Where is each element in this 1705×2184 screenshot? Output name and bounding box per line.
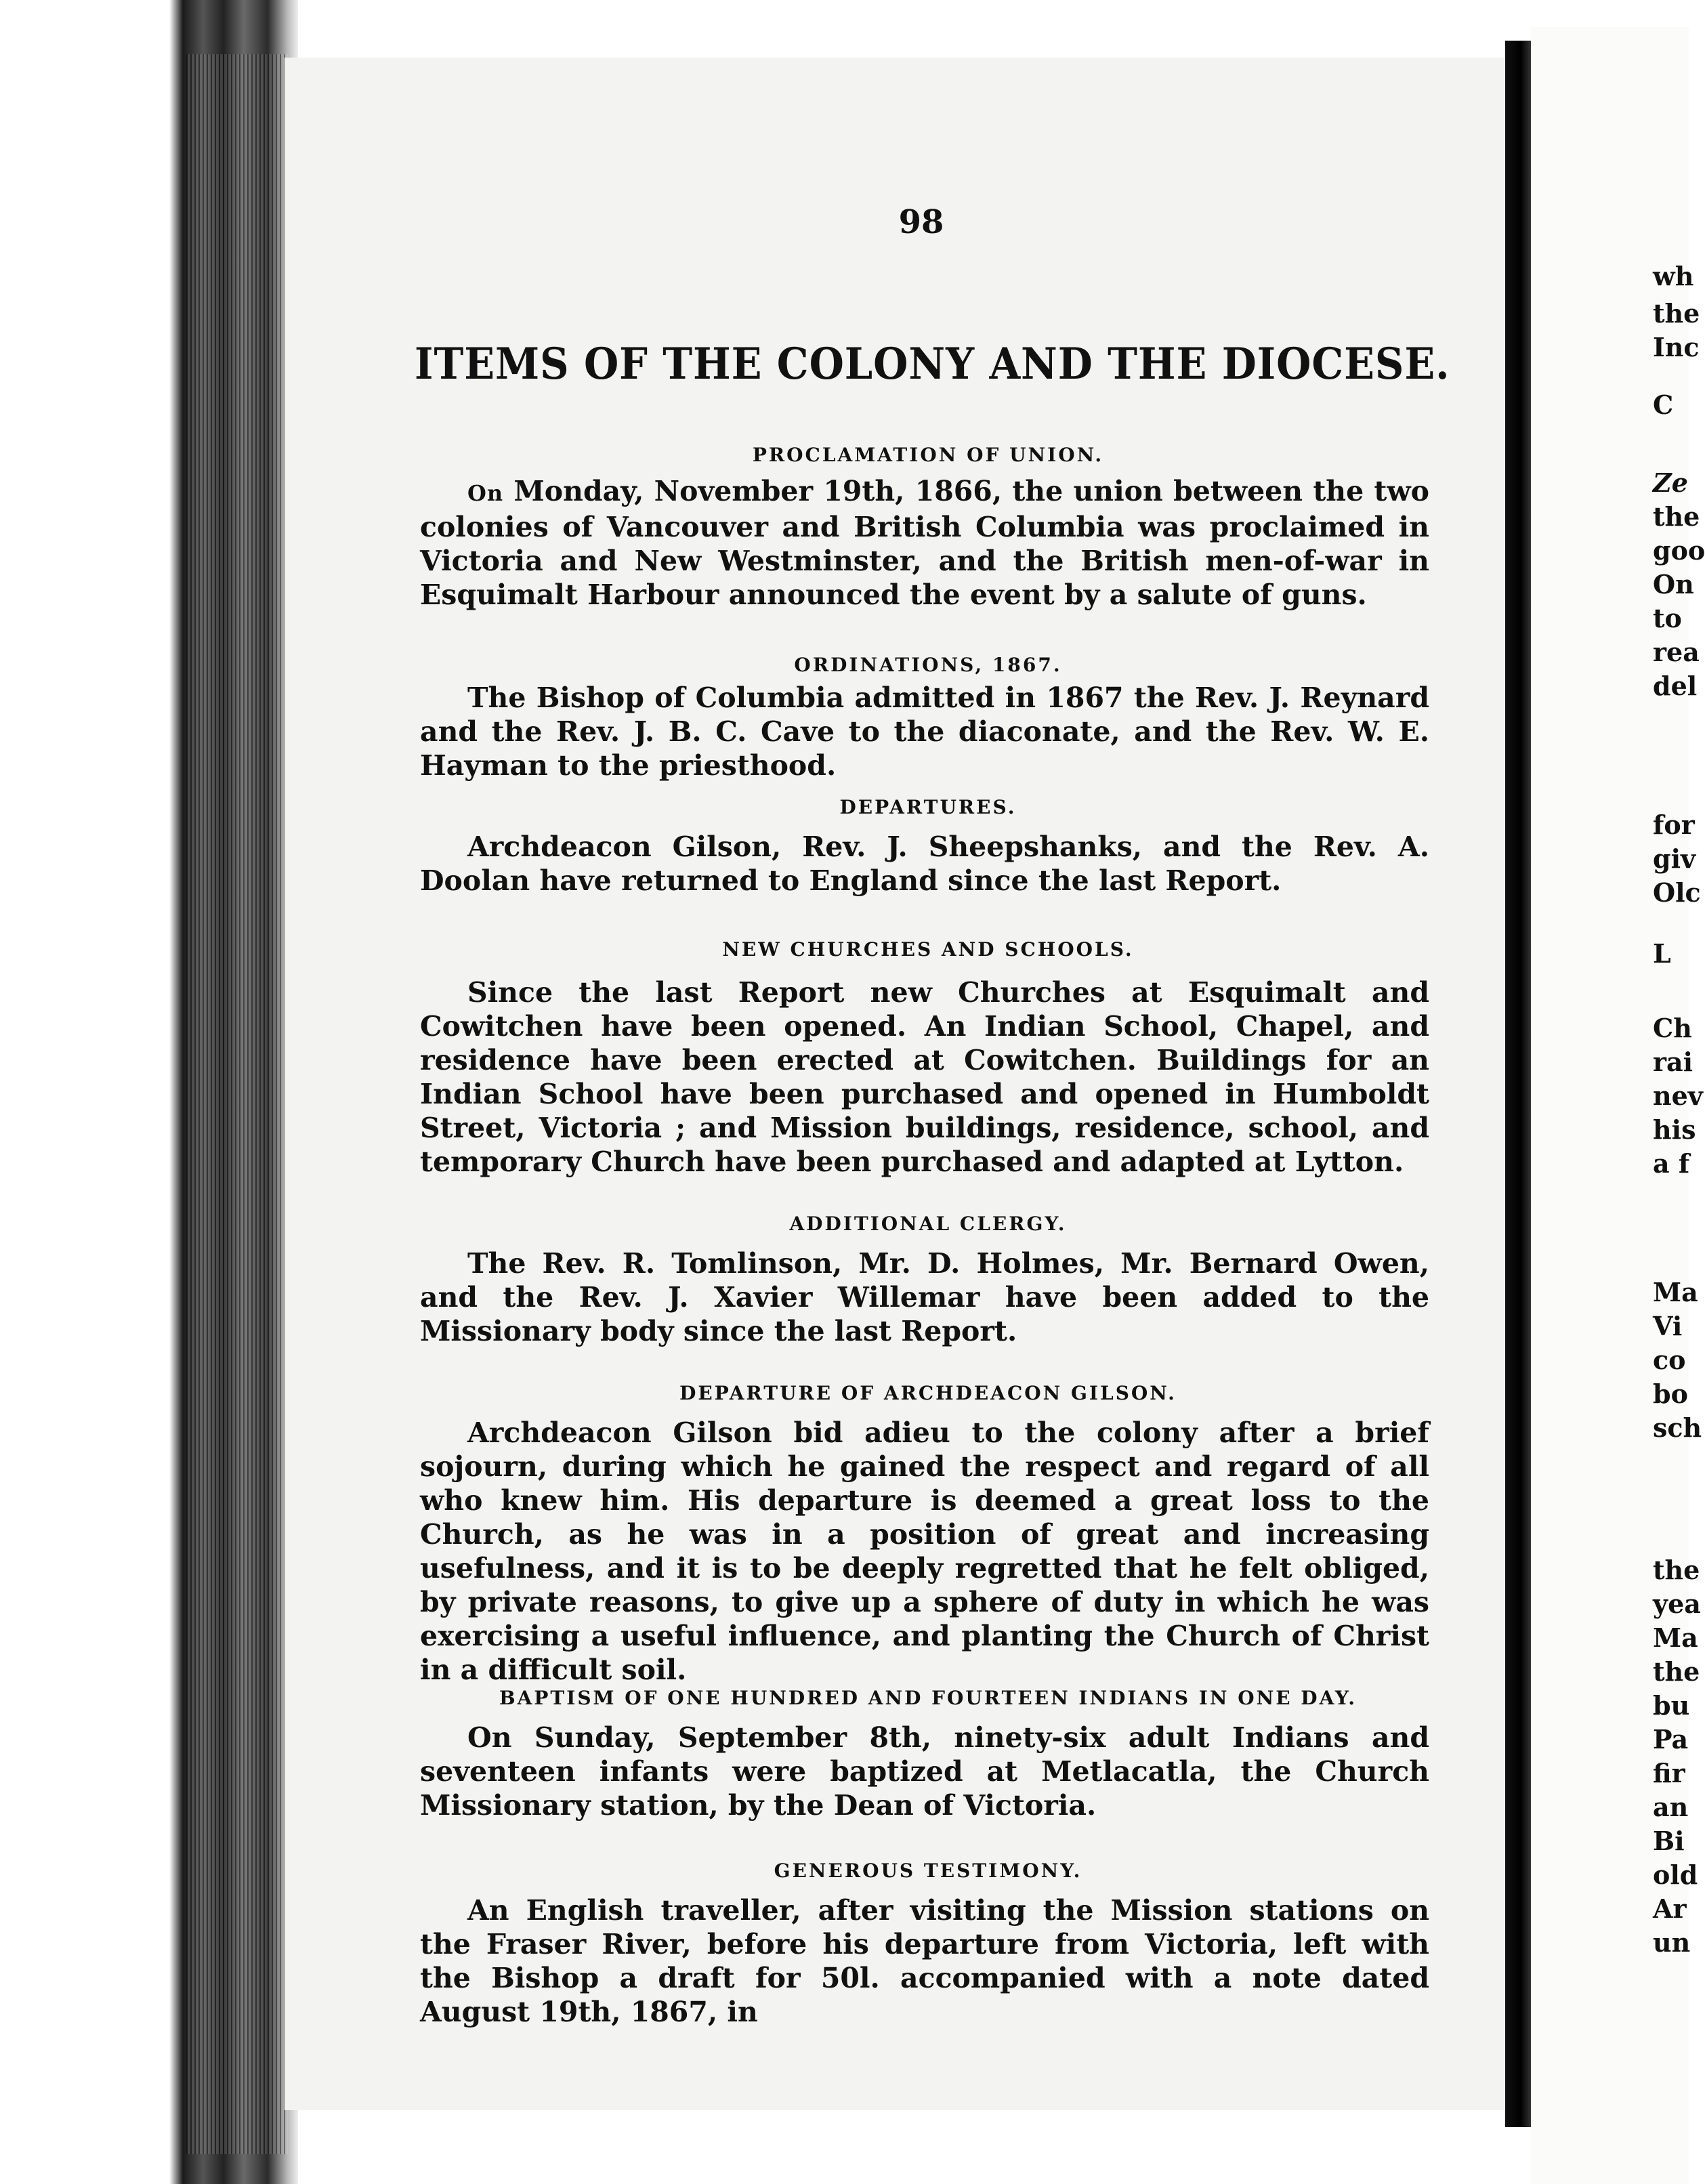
facing-page-fragment: giv (1653, 843, 1696, 874)
section-heading: PROCLAMATION OF UNION. (752, 444, 1104, 466)
facing-page-fragment: nev (1653, 1080, 1703, 1111)
facing-page-fragment: Ar (1653, 1893, 1687, 1924)
facing-page-fragment: Inc (1653, 332, 1700, 362)
facing-page-fragment: old (1653, 1860, 1698, 1890)
facing-page-fragment: On (1653, 569, 1694, 600)
facing-page-fragment: fir (1653, 1758, 1685, 1788)
facing-page-fragment: the (1653, 1656, 1700, 1687)
section-paragraph: The Rev. R. Tomlinson, Mr. D. Holmes, Mr. Bernard Owen, and the Rev. J. Xavier Willemar have been added to the Missionary body since the last Report. (420, 1247, 1429, 1347)
section-paragraph: Archdeacon Gilson, Rev. J. Sheepshanks, and the Rev. A. Doolan have returned to England since the last Report. (420, 831, 1429, 897)
book-gutter (0, 0, 298, 2184)
facing-page-fragment: L (1653, 938, 1671, 969)
section-paragraph: An English traveller, after visiting the Mission stations on the Fraser River, before his departure from Victoria, left with the Bishop a draft for 50l. accompanied with a note dated August 19th, 1867, in (420, 1894, 1429, 2028)
facing-page-fragment: Ze (1653, 467, 1688, 498)
section-heading: ORDINATIONS, 1867. (794, 654, 1062, 676)
facing-page-fragment: yea (1653, 1589, 1701, 1619)
facing-page-fragment: Olc (1653, 877, 1701, 908)
section-heading: DEPARTURE OF ARCHDEACON GILSON. (679, 1382, 1177, 1404)
facing-page-fragment: the (1653, 501, 1700, 532)
facing-page-fragment: for (1653, 810, 1695, 840)
facing-page-fragment: to (1653, 603, 1682, 633)
facing-page-fragment: Bi (1653, 1826, 1685, 1856)
section-paragraph: The Bishop of Columbia admitted in 1867 the Rev. J. Reynard and the Rev. J. B. C. Cave to the diaconate, and the Rev. W. E. Hayman to the priesthood. (420, 681, 1429, 782)
facing-page-fragment: C (1653, 390, 1674, 420)
facing-page-fragment: co (1653, 1345, 1686, 1375)
section-heading: DEPARTURES. (839, 796, 1017, 818)
section-paragraph (420, 474, 1429, 612)
facing-page-fragment: un (1653, 1927, 1691, 1958)
paragraph-text: Monday, November 19th, 1866, the union between the two colonies of Vancouver and British Columbia was proclaimed in Victoria and New Westminster, and the British men-of-war in Esquimalt Harbour announced the event by a salute of guns. (420, 475, 1429, 611)
page-title: ITEMS OF THE COLONY AND THE DIOCESE. (415, 339, 1450, 390)
section-heading: NEW CHURCHES AND SCHOOLS. (722, 938, 1134, 961)
facing-page-fragment: his (1653, 1114, 1696, 1145)
facing-page-fragment: goo (1653, 535, 1705, 566)
facing-page-fragment: bu (1653, 1690, 1690, 1721)
section-heading: BAPTISM OF ONE HUNDRED AND FOURTEEN INDIANS IN ONE DAY. (499, 1687, 1357, 1709)
section-paragraph: On Sunday, September 8th, ninety-six adult Indians and seventeen infants were baptized at Metlacatla, the Church Missionary station, by the Dean of Victoria. (420, 1721, 1429, 1822)
facing-page-fragment: an (1653, 1792, 1689, 1822)
section-heading: ADDITIONAL CLERGY. (789, 1213, 1067, 1235)
facing-page-fragment: rea (1653, 637, 1700, 667)
facing-page-fragment: sch (1653, 1412, 1702, 1443)
facing-page-fragment: del (1653, 671, 1698, 701)
facing-page-fragment: the (1653, 1555, 1700, 1585)
lead-word: On (467, 480, 504, 506)
page-number: 98 (898, 203, 944, 241)
facing-page-fragment: Ma (1653, 1277, 1698, 1307)
facing-page-fragment: rai (1653, 1047, 1693, 1077)
facing-page-fragment: Ch (1653, 1013, 1692, 1043)
section-heading: GENEROUS TESTIMONY. (774, 1860, 1082, 1882)
section-paragraph: Since the last Report new Churches at Esquimalt and Cowitchen have been opened. An Indian School, Chapel, and residence have been erected at Cowitchen. Buildings for an Indian School have been purchased and opened in Humboldt Street, Victoria ; and Mission buildings, residence, school, and temporary Church have been purchased and adapted at Lytton. (420, 976, 1429, 1178)
facing-page-fragment: the (1653, 298, 1700, 329)
facing-page-fragment: bo (1653, 1379, 1688, 1409)
facing-page-fragment: wh (1653, 261, 1694, 291)
facing-page-fragment: a f (1653, 1148, 1690, 1179)
page-fold-shadow (1505, 41, 1531, 2127)
facing-page-fragment: Ma (1653, 1622, 1698, 1653)
facing-page-fragment: Pa (1653, 1724, 1689, 1755)
facing-page-fragment: Vi (1653, 1311, 1683, 1341)
page-edges (186, 54, 288, 2154)
section-paragraph: Archdeacon Gilson bid adieu to the colony after a brief sojourn, during which he gained the respect and regard of all who knew him. His departure is deemed a great loss to the Church, as he was in a position of great and increasing usefulness, and it is to be deeply regretted that he felt obliged, by private reasons, to give up a sphere of duty in which he was exercising a useful influence, and planting the Church of Christ in a difficult soil. (420, 1416, 1429, 1686)
